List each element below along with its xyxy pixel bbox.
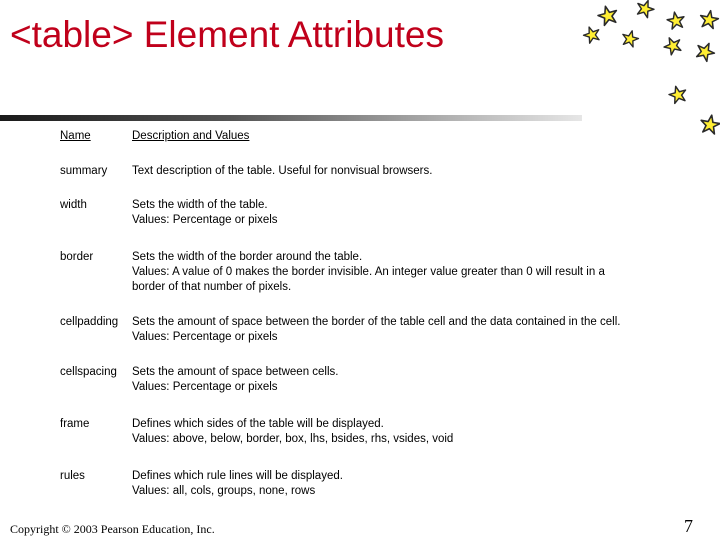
attribute-name: width bbox=[60, 199, 87, 211]
attribute-description bbox=[132, 164, 702, 179]
attribute-description bbox=[132, 417, 702, 447]
description-line: Values: Percentage or pixels bbox=[132, 381, 278, 393]
star-cluster-icon bbox=[578, 0, 720, 140]
header-description: Description and Values bbox=[132, 130, 250, 142]
description-line: Values: above, below, border, box, lhs, bsides, rhs, vsides, void bbox=[132, 433, 454, 445]
attribute-description bbox=[132, 365, 702, 395]
star-icon bbox=[582, 24, 602, 44]
description-line: Defines which rule lines will be displayed. bbox=[132, 470, 343, 482]
star-icon bbox=[699, 114, 720, 135]
attribute-name: cellspacing bbox=[60, 366, 117, 378]
star-icon bbox=[661, 34, 683, 56]
description-line: Sets the width of the border around the table. bbox=[132, 251, 363, 263]
star-icon bbox=[596, 4, 619, 26]
description-line: border of that number of pixels. bbox=[132, 281, 292, 293]
slide-title: <table> Element Attributes bbox=[10, 14, 444, 55]
attribute-description bbox=[132, 250, 702, 295]
star-icon bbox=[667, 84, 688, 104]
description-line: Values: Percentage or pixels bbox=[132, 331, 278, 343]
title-divider bbox=[0, 115, 582, 121]
description-line: Defines which sides of the table will be displayed. bbox=[132, 418, 384, 430]
attribute-description bbox=[132, 315, 702, 345]
attribute-name: frame bbox=[60, 418, 90, 430]
star-icon bbox=[694, 40, 718, 63]
description-line: Sets the amount of space between the border of the table cell and the data contained in the cell. bbox=[132, 316, 621, 328]
attribute-name: summary bbox=[60, 165, 108, 177]
star-icon bbox=[666, 11, 686, 30]
attribute-description bbox=[132, 198, 702, 228]
description-line: Values: A value of 0 makes the border invisible. An integer value greater than 0 will result in a bbox=[132, 266, 605, 278]
attribute-name: border bbox=[60, 251, 94, 263]
description-line: Sets the width of the table. bbox=[132, 199, 268, 211]
attribute-name: cellpadding bbox=[60, 316, 119, 328]
attribute-description bbox=[132, 469, 702, 499]
star-icon bbox=[699, 9, 720, 29]
page-number: 7 bbox=[684, 516, 693, 536]
description-line: Sets the amount of space between cells. bbox=[132, 366, 339, 378]
attribute-name: rules bbox=[60, 470, 85, 482]
description-line: Text description of the table. Useful for nonvisual browsers. bbox=[132, 165, 433, 177]
star-icon bbox=[620, 29, 640, 48]
header-name: Name bbox=[60, 130, 91, 142]
description-line: Values: all, cols, groups, none, rows bbox=[132, 485, 316, 497]
copyright-footer: Copyright © 2003 Pearson Education, Inc. bbox=[10, 522, 215, 536]
description-line: Values: Percentage or pixels bbox=[132, 214, 278, 226]
star-icon bbox=[634, 0, 656, 19]
